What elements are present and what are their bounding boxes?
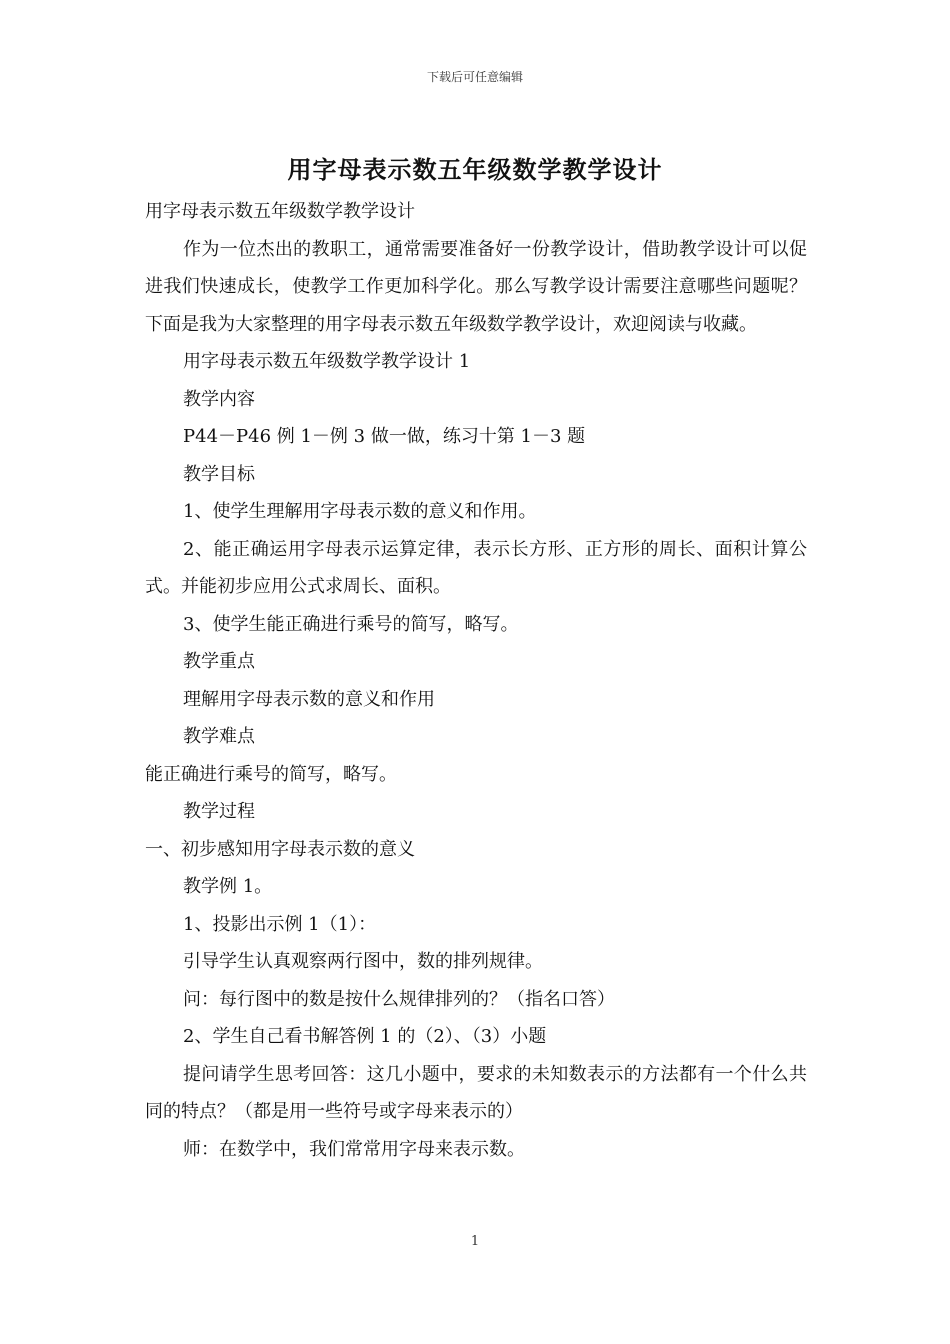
heading-key-points: 教学重点 [183,651,255,672]
page-number: 1 [470,1234,480,1249]
process-step-1-heading: 一、初步感知用字母表示数的意义 [145,838,415,860]
heading-teaching-goals: 教学目标 [183,463,255,485]
subtitle-line: 用字母表示数五年级数学教学设计 [145,201,415,222]
document-body [145,193,807,1168]
goal-item-1: 1、使学生理解用字母表示数的意义和作用。 [183,501,537,522]
teaching-content-text: P44－P46 例 1－例 3 做一做，练习十第 1－3 题 [183,426,586,447]
process-item-question: 问：每行图中的数是按什么规律排列的？（指名口答） [183,988,615,1010]
process-example-line: 教学例 1。 [183,876,273,897]
heading-difficulties: 教学难点 [183,726,255,747]
process-item-teacher: 师：在数学中，我们常常用字母来表示数。 [183,1138,525,1160]
goal-item-3: 3、使学生能正确进行乘号的简写，略写。 [183,613,519,635]
page-header: 下载后可任意编辑 [426,70,523,84]
heading-teaching-content: 教学内容 [183,388,255,410]
key-points-text: 理解用字母表示数的意义和作用 [183,688,435,710]
process-item-prompt: 提问请学生思考回答：这几小题中，要求的未知数表示的方法都有一个什么共同的特点？（都是用一些符号或字母来表示的） [145,1063,807,1122]
process-item-2: 2、学生自己看书解答例 1 的（2）、（3）小题 [183,1026,547,1047]
process-item-guide: 引导学生认真观察两行图中，数的排列规律。 [183,951,543,972]
goal-item-2: 2、能正确运用字母表示运算定律，表示长方形、正方形的周长、面积计算公式。并能初步应用公式求周长、面积。 [145,538,807,597]
process-item-1: 1、投影出示例 1（1）： [183,913,377,935]
intro-paragraph: 作为一位杰出的教职工，通常需要准备好一份教学设计，借助教学设计可以促进我们快速成长，使教学工作更加科学化。那么写教学设计需要注意哪些问题呢？下面是我为大家整理的用字母表示数五年级数学教学设计，欢迎阅读与收藏。 [145,238,807,335]
section-heading: 用字母表示数五年级数学教学设计 1 [183,351,471,372]
document-title: 用字母表示数五年级数学教学设计 [287,156,663,184]
difficulties-text: 能正确进行乘号的简写，略写。 [145,763,397,785]
heading-teaching-process: 教学过程 [183,801,255,822]
